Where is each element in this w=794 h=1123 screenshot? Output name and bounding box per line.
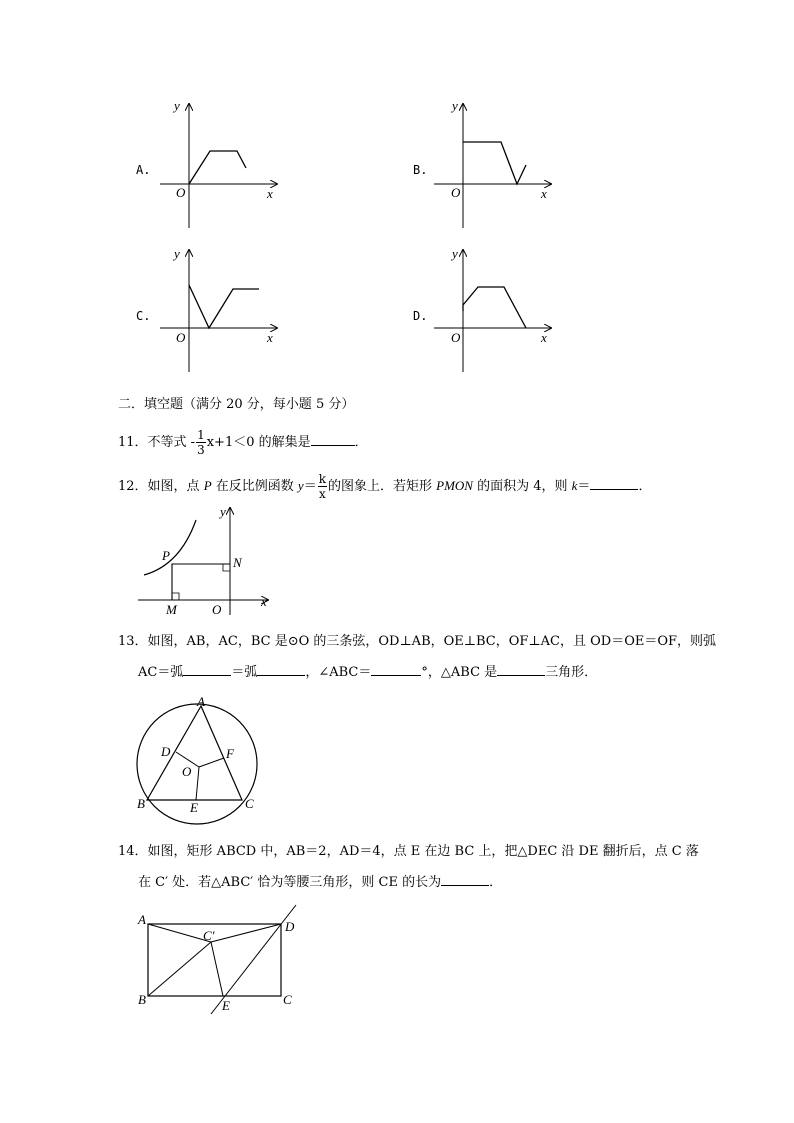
svg-text:N: N [233, 555, 242, 570]
answer-blank-13d[interactable] [497, 663, 545, 676]
svg-text:x: x [541, 330, 547, 345]
question-13: 13．如图，AB，AC，BC 是⊙O 的三条弦，OD⊥AB，OE⊥BC，OF⊥AC，且 OD＝OE＝OF，则弧 [118, 634, 717, 649]
option-d-label: D. [413, 309, 428, 323]
svg-text:D: D [285, 919, 295, 934]
svg-text:E: E [190, 800, 198, 815]
svg-text:B: B [138, 992, 146, 1007]
svg-text:E: E [222, 998, 230, 1013]
option-graphs [0, 0, 794, 390]
answer-blank-13b[interactable] [257, 663, 305, 676]
svg-text:B: B [137, 796, 145, 811]
svg-text:P: P [162, 548, 170, 563]
option-a-graph[interactable] [136, 98, 277, 228]
answer-blank-13a[interactable] [183, 663, 231, 676]
question-11: 11．不等式 - $\frac{1}{3}$ x+1＜0 的解集是 ． [118, 428, 368, 457]
option-a-label: A. [136, 163, 151, 177]
svg-text:y: y [174, 98, 180, 113]
option-c-graph[interactable] [136, 246, 277, 372]
q14-figure [0, 900, 794, 1020]
svg-text:O: O [176, 185, 186, 200]
question-14-line2: 在 C′ 处．若△ABC′ 恰为等腰三角形，则 CE 的长为 ． [138, 875, 503, 890]
svg-text:x: x [261, 594, 267, 609]
question-13-line2: AC＝弧 ＝弧 ，∠ABC＝ °，△ABC 是 三角形． [138, 665, 598, 680]
svg-text:A: A [138, 912, 146, 927]
svg-text:y: y [220, 504, 226, 519]
hyperbola-curve [144, 520, 196, 575]
option-c-label: C. [136, 309, 151, 323]
svg-text:O: O [212, 602, 222, 617]
svg-text:O: O [451, 185, 461, 200]
svg-text:D: D [161, 744, 171, 759]
svg-text:x: x [267, 186, 273, 201]
option-a-curve [189, 151, 246, 184]
svg-text:x: x [541, 186, 547, 201]
answer-blank-14[interactable] [441, 873, 489, 886]
option-d-graph[interactable] [413, 246, 551, 372]
answer-blank-13c[interactable] [371, 663, 421, 676]
q13-figure [0, 696, 794, 826]
svg-text:M: M [166, 602, 177, 617]
question-14: 14．如图，矩形 ABCD 中，AB＝2，AD＝4，点 E 在边 BC 上，把△DEC 沿 DE 翻折后，点 C 落 [118, 844, 699, 859]
fraction-k-over-x: $\frac{k}{x}$ [318, 472, 326, 501]
svg-text:y: y [174, 246, 180, 261]
svg-text:F: F [226, 746, 234, 761]
svg-text:y: y [452, 98, 458, 113]
fraction-one-third: $\frac{1}{3}$ [197, 428, 205, 457]
svg-text:O: O [451, 330, 461, 345]
section-title: 二．填空题（满分 20 分，每小题 5 分） [118, 397, 355, 412]
svg-text:y: y [452, 246, 458, 261]
option-b-curve [463, 142, 526, 184]
svg-text:O: O [176, 330, 186, 345]
svg-text:O: O [182, 764, 192, 779]
answer-blank-12[interactable] [590, 477, 638, 490]
option-b-label: B. [413, 163, 428, 177]
option-b-graph[interactable] [413, 98, 551, 228]
svg-text:C: C [283, 992, 292, 1007]
svg-text:C′: C′ [203, 928, 215, 943]
option-c-curve [189, 285, 259, 328]
question-12: 12．如图，点 P 在反比例函数 y＝ $\frac{k}{x}$ 的图象上．若矩形 PMON 的面积为 4，则 k＝ ． [118, 472, 652, 501]
q12-figure [0, 500, 794, 620]
svg-text:x: x [267, 330, 273, 345]
svg-text:C: C [245, 796, 254, 811]
svg-text:A: A [197, 696, 205, 709]
answer-blank-11[interactable] [311, 433, 355, 446]
option-d-curve [463, 287, 526, 328]
